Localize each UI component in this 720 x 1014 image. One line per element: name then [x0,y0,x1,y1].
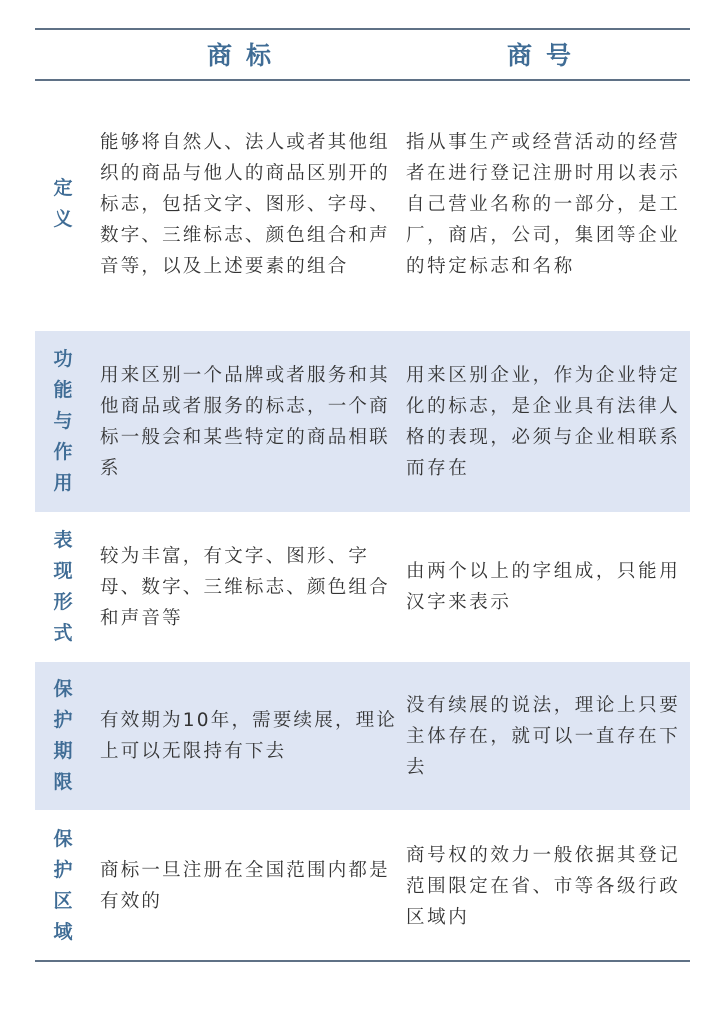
tradename-cell [406,514,690,660]
row-label-char: 能 [53,379,73,401]
tradename-cell [406,812,690,960]
tradename-cell-text: 由两个以上的字组成，只能用汉字来表示 [406,561,681,613]
trademark-cell [100,662,400,810]
row-label-char: 区 [53,890,73,912]
row-label-char: 定 [53,177,73,199]
table-top-rule [35,28,690,30]
trademark-cell [100,514,400,660]
trademark-cell [100,331,400,512]
row-label-char: 限 [53,771,73,793]
trademark-cell-text: 较为丰富，有文字、图形、字母、数字、三维标志、颜色组合和声音等 [100,545,390,629]
row-label-char: 用 [53,472,73,494]
trademark-cell [100,812,400,960]
row-label-char: 形 [53,591,73,613]
row-label-char: 期 [53,740,73,762]
table-row [35,514,690,660]
row-label-char: 护 [53,709,73,731]
row-label-char: 域 [53,921,73,943]
row-label-char: 护 [53,859,73,881]
tradename-cell [406,80,690,328]
trademark-cell [100,80,400,328]
tradename-cell-text: 商号权的效力一般依据其登记范围限定在省、市等各级行政区域内 [406,844,681,928]
row-label-char: 现 [53,560,73,582]
tradename-cell-text: 没有续展的说法，理论上只要主体存在，就可以一直存在下去 [406,694,681,778]
table-row [35,80,690,328]
table-row [35,331,690,512]
table-row [35,812,690,960]
row-label-char: 与 [53,410,73,432]
tradename-cell-text: 指从事生产或经营活动的经营者在进行登记注册时用以表示自己营业名称的一部分，是工厂，商店，公司，集团等企业的特定标志和名称 [406,131,681,277]
row-label [43,331,83,512]
row-label-char: 功 [53,348,73,370]
header-tradename: 商号 [507,41,586,70]
row-label [43,662,83,810]
row-label-char: 保 [53,678,73,700]
row-label-char: 表 [53,529,73,551]
trademark-cell-text: 商标一旦注册在全国范围内都是有效的 [100,860,390,912]
row-label [43,514,83,660]
row-label-char: 式 [53,622,73,644]
trademark-cell-text: 能够将自然人、法人或者其他组织的商品与他人的商品区别开的标志，包括文字、图形、字母、数字、三维标志、颜色组合和声音等，以及上述要素的组合 [100,131,390,277]
row-label [43,812,83,960]
row-label-char: 作 [53,441,73,463]
tradename-cell [406,662,690,810]
tradename-cell [406,331,690,512]
tradename-cell-text: 用来区别企业，作为企业特定化的标志，是企业具有法律人格的表现，必须与企业相联系而存在 [406,364,681,479]
row-label [43,80,83,328]
header-trademark: 商标 [207,41,286,70]
trademark-cell-text: 用来区别一个品牌或者服务和其他商品或者服务的标志，一个商标一般会和某些特定的商品相联系 [100,364,390,479]
trademark-cell-text: 有效期为10年，需要续展，理论上可以无限持有下去 [100,710,398,762]
row-label-char: 保 [53,828,73,850]
table-bottom-rule [35,960,690,962]
row-label-char: 义 [53,208,73,230]
table-row [35,662,690,810]
